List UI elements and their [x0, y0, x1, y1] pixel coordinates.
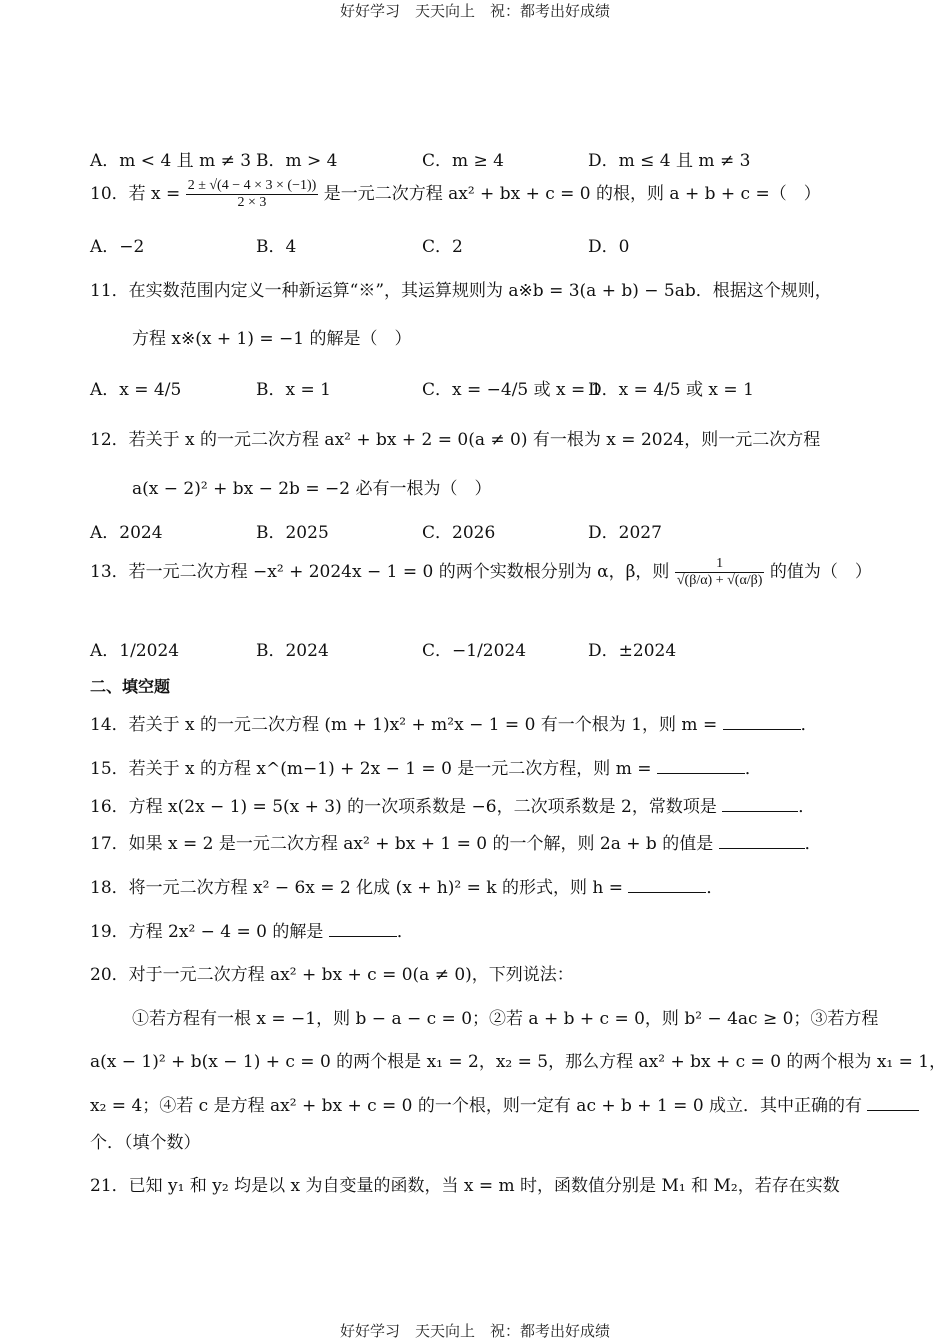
q11-option-a: A．x = 4/5 — [90, 380, 182, 400]
q10-option-a: A．−2 — [90, 237, 145, 257]
q9-option-a: A．m < 4 且 m ≠ 3 — [90, 151, 252, 171]
q21-line1: 21．已知 y₁ 和 y₂ 均是以 x 为自变量的函数，当 x = m 时，函数值分别是 M₁ 和 M₂，若存在实数 — [90, 1176, 840, 1196]
q13-option-a: A．1/2024 — [90, 641, 180, 661]
q13-fraction — [675, 556, 765, 589]
q11-option-c: C．x = −4/5 或 x = 1 — [422, 380, 602, 400]
q12-option-a: A．2024 — [90, 523, 163, 543]
q11-option-d: D．x = 4/5 或 x = 1 — [588, 380, 754, 400]
q9-option-d: D．m ≤ 4 且 m ≠ 3 — [588, 151, 751, 171]
q12-line1: 12．若关于 x 的一元二次方程 ax² + bx + 2 = 0(a ≠ 0) 有一根为 x = 2024，则一元二次方程 — [90, 430, 821, 450]
q16-answer-blank[interactable] — [722, 797, 798, 812]
q13-stem — [90, 556, 872, 589]
q20-line3: a(x − 1)² + b(x − 1) + c = 0 的两个根是 x₁ = 2，x₂ = 5，那么方程 ax² + bx + c = 0 的两个根为 x₁ = 1， — [90, 1052, 947, 1072]
q15-answer-blank[interactable] — [657, 759, 745, 774]
q10-numerator: 2 ± √(4 − 4 × 3 × (−1)) — [187, 178, 317, 193]
q10-fraction — [186, 178, 319, 211]
q16: 16．方程 x(2x − 1) = 5(x + 3) 的一次项系数是 −6，二次项系数是 2，常数项是 ． — [90, 797, 816, 817]
q13-suffix: 的值为（ ） — [769, 562, 872, 582]
q13-numerator: 1 — [675, 556, 765, 573]
q9-option-b: B．m > 4 — [256, 151, 338, 171]
q10-option-b: B．4 — [256, 237, 297, 257]
q12-option-c: C．2026 — [422, 523, 496, 543]
q17-text: 17．如果 x = 2 是一元二次方程 ax² + bx + 1 = 0 的一个解，则 2a + b 的值是 — [90, 834, 714, 854]
q14-text: 14．若关于 x 的一元二次方程 (m + 1)x² + m²x − 1 = 0 有一个根为 1，则 m = — [90, 715, 718, 735]
q11-line2: 方程 x※(x + 1) = −1 的解是（ ） — [132, 329, 412, 349]
q13-denominator: √(β/α) + √(α/β) — [676, 573, 763, 588]
q20-line4-wrap — [90, 1091, 919, 1116]
q18: 18．将一元二次方程 x² − 6x = 2 化成 (x + h)² = k 的形式，则 h = ． — [90, 878, 724, 898]
q13-option-c: C．−1/2024 — [422, 641, 527, 661]
q9-option-c: C．m ≥ 4 — [422, 151, 504, 171]
q14-answer-blank[interactable] — [723, 715, 801, 730]
q20-line4: x₂ = 4；④若 c 是方程 ax² + bx + c = 0 的一个根，则一定有 ac + b + 1 = 0 成立．其中正确的有 — [90, 1096, 863, 1116]
q12-option-d: D．2027 — [588, 523, 662, 543]
q20-line1: 20．对于一元二次方程 ax² + bx + c = 0(a ≠ 0)，下列说法： — [90, 965, 574, 985]
q20-answer-blank[interactable] — [867, 1096, 919, 1111]
page-header: 好好学习 天天向上 祝：都考出好成绩 — [339, 2, 610, 20]
q10-option-c: C．2 — [422, 237, 463, 257]
q16-text: 16．方程 x(2x − 1) = 5(x + 3) 的一次项系数是 −6，二次项系数是 2，常数项是 — [90, 797, 717, 817]
q17-answer-blank[interactable] — [719, 834, 805, 849]
q10-option-d: D．0 — [588, 237, 630, 257]
q11-line1: 11．在实数范围内定义一种新运算“※”，其运算规则为 a※b = 3(a + b) − 5ab．根据这个规则， — [90, 281, 832, 301]
q19-text: 19．方程 2x² − 4 = 0 的解是 — [90, 922, 324, 942]
q17: 17．如果 x = 2 是一元二次方程 ax² + bx + 1 = 0 的一个解，则 2a + b 的值是 ． — [90, 834, 822, 854]
q19: 19．方程 2x² − 4 = 0 的解是 ． — [90, 922, 414, 942]
q20-line2: ①若方程有一根 x = −1，则 b − a − c = 0；②若 a + b + c = 0，则 b² − 4ac ≥ 0；③若方程 — [132, 1009, 879, 1029]
q10-prefix: 10．若 x = — [90, 184, 181, 204]
q20-line5: 个．（填个数） — [90, 1133, 201, 1153]
q13-option-d: D．±2024 — [588, 641, 677, 661]
q13-option-b: B．2024 — [256, 641, 329, 661]
page-footer: 好好学习 天天向上 祝：都考出好成绩 — [339, 1322, 610, 1340]
q10-suffix: 是一元二次方程 ax² + bx + c = 0 的根，则 a + b + c =（ ） — [323, 184, 821, 204]
q14: 14．若关于 x 的一元二次方程 (m + 1)x² + m²x − 1 = 0 有一个根为 1，则 m = ． — [90, 715, 818, 735]
q10-denominator: 2 × 3 — [237, 195, 267, 210]
q15-text: 15．若关于 x 的方程 x^(m−1) + 2x − 1 = 0 是一元二次方程，则 m = — [90, 759, 652, 779]
section-title-fill-in: 二、填空题 — [90, 677, 171, 696]
q11-option-b: B．x = 1 — [256, 380, 331, 400]
q19-answer-blank[interactable] — [329, 922, 397, 937]
q18-text: 18．将一元二次方程 x² − 6x = 2 化成 (x + h)² = k 的形式，则 h = — [90, 878, 623, 898]
q18-answer-blank[interactable] — [628, 878, 706, 893]
q10-stem — [90, 178, 821, 211]
q13-prefix: 13．若一元二次方程 −x² + 2024x − 1 = 0 的两个实数根分别为 α，β，则 — [90, 562, 670, 582]
q12-option-b: B．2025 — [256, 523, 329, 543]
q15: 15．若关于 x 的方程 x^(m−1) + 2x − 1 = 0 是一元二次方程，则 m = ． — [90, 759, 762, 779]
q12-line2: a(x − 2)² + bx − 2b = −2 必有一根为（ ） — [132, 479, 492, 499]
